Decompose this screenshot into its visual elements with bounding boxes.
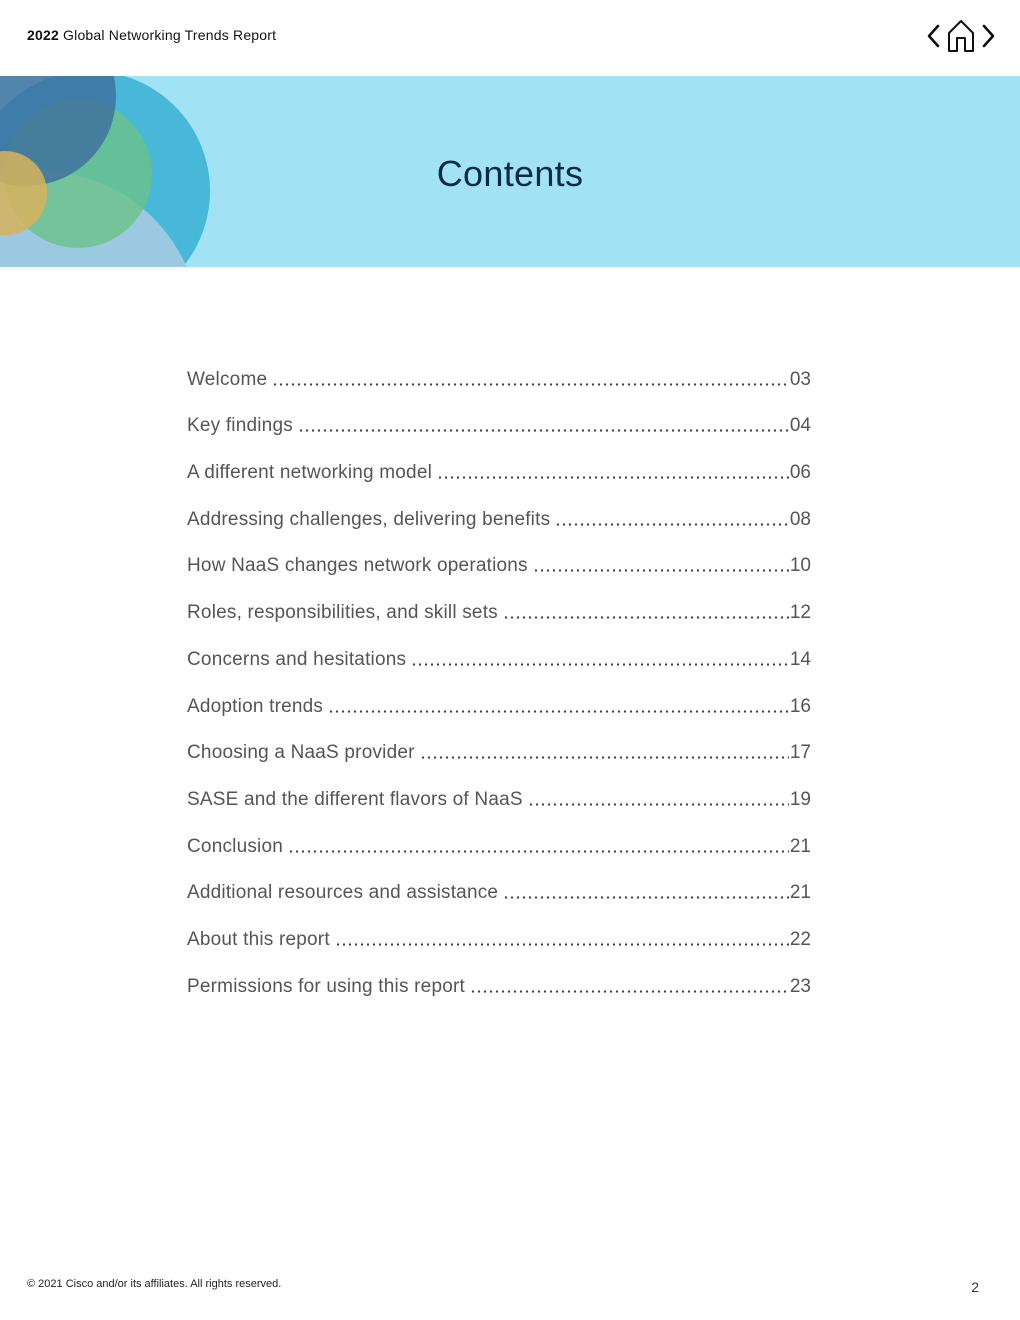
toc-entry-label: Addressing challenges, delivering benefits — [187, 508, 551, 530]
toc-entry-label: Roles, responsibilities, and skill sets — [187, 602, 498, 624]
toc-dot-leader — [335, 943, 789, 946]
toc-dot-leader — [288, 850, 789, 853]
toc-entry[interactable] — [187, 437, 811, 484]
toc-entry[interactable] — [187, 858, 811, 905]
toc-entry[interactable] — [187, 671, 811, 718]
report-title — [27, 27, 276, 43]
toc-entry[interactable] — [187, 577, 811, 624]
toc-dot-leader — [470, 990, 789, 993]
toc-entry-page-number: 10 — [789, 555, 811, 577]
toc-entry[interactable] — [187, 764, 811, 811]
toc-dot-leader — [528, 803, 789, 806]
page-number: 2 — [971, 1279, 979, 1295]
toc-entry-label: Adoption trends — [187, 695, 324, 717]
chevron-left-icon — [926, 23, 942, 49]
toc-entry-label: About this report — [187, 928, 330, 950]
toc-entry[interactable] — [187, 811, 811, 858]
toc-dot-leader — [298, 429, 789, 432]
toc-entry-label: Conclusion — [187, 835, 283, 857]
toc-entry-page-number: 06 — [789, 462, 811, 484]
toc-entry-label: Concerns and hesitations — [187, 648, 407, 670]
chevron-right-icon — [980, 23, 996, 49]
toc-entry-label: Permissions for using this report — [187, 975, 465, 997]
next-page-button[interactable] — [980, 23, 996, 49]
toc-dot-leader — [555, 523, 789, 526]
toc-entry-page-number: 22 — [789, 928, 811, 950]
toc-entry-label: Key findings — [187, 415, 293, 437]
toc-entry-page-number: 12 — [789, 602, 811, 624]
toc-entry-label: A different networking model — [187, 462, 433, 484]
toc-entry-page-number: 23 — [789, 975, 811, 997]
toc-entry-page-number: 17 — [789, 742, 811, 764]
toc-entry-page-number: 16 — [789, 695, 811, 717]
toc-dot-leader — [328, 710, 789, 713]
toc-entry-page-number: 19 — [789, 788, 811, 810]
toc-dot-leader — [437, 476, 789, 479]
toc-entry-page-number: 14 — [789, 648, 811, 670]
toc-dot-leader — [533, 569, 789, 572]
toc-entry-label: Additional resources and assistance — [187, 882, 499, 904]
toc-entry[interactable] — [187, 484, 811, 531]
toc-entry[interactable] — [187, 344, 811, 391]
table-of-contents — [187, 344, 811, 998]
toc-entry[interactable] — [187, 531, 811, 578]
toc-entry[interactable] — [187, 718, 811, 765]
toc-dot-leader — [272, 383, 789, 386]
toc-entry-label: Welcome — [187, 368, 268, 390]
toc-entry-page-number: 04 — [789, 415, 811, 437]
toc-dot-leader — [503, 896, 789, 899]
toc-entry[interactable] — [187, 624, 811, 671]
toc-entry-label: Choosing a NaaS provider — [187, 742, 415, 764]
copyright-notice: © 2021 Cisco and/or its affiliates. All rights reserved. — [27, 1278, 282, 1290]
previous-page-button[interactable] — [926, 23, 942, 49]
toc-entry-page-number: 21 — [789, 882, 811, 904]
report-year: 2022 — [27, 27, 59, 43]
home-button[interactable] — [946, 18, 976, 54]
home-icon — [946, 18, 976, 54]
toc-dot-leader — [420, 756, 789, 759]
contents-banner — [0, 76, 1020, 267]
toc-entry-label: How NaaS changes network operations — [187, 555, 528, 577]
page-navigation — [926, 18, 996, 54]
toc-dot-leader — [411, 663, 789, 666]
toc-entry[interactable] — [187, 951, 811, 998]
toc-entry[interactable] — [187, 904, 811, 951]
toc-entry-label: SASE and the different flavors of NaaS — [187, 788, 523, 810]
contents-heading: Contents — [436, 153, 584, 194]
toc-dot-leader — [503, 616, 789, 619]
report-title-text: Global Networking Trends Report — [63, 27, 277, 43]
toc-entry-page-number: 03 — [789, 368, 811, 390]
toc-entry[interactable] — [187, 391, 811, 438]
toc-entry-page-number: 08 — [789, 508, 811, 530]
toc-entry-page-number: 21 — [789, 835, 811, 857]
